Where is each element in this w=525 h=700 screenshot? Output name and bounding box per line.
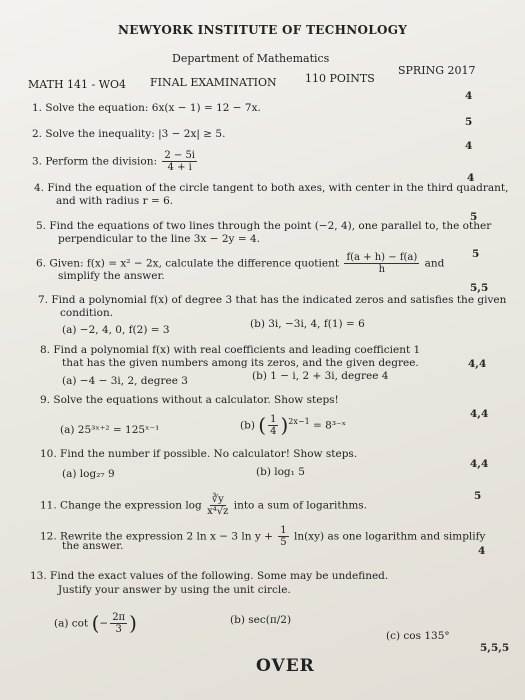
question-11 xyxy=(40,494,367,517)
question-1 xyxy=(32,102,261,115)
question-8 xyxy=(40,344,420,357)
question-7-part-a: (a) −2, 4, 0, f(2) = 3 xyxy=(62,324,170,336)
question-13-text-2: Justify your answer by using the unit circle. xyxy=(58,584,291,596)
question-13-part-a-fraction xyxy=(110,612,127,635)
question-12-numerator: 1 xyxy=(280,525,287,536)
question-13-part-b: (b) sec(π/2) xyxy=(230,614,292,626)
question-3-fraction xyxy=(162,150,197,173)
question-10-number: 10. xyxy=(40,448,57,460)
question-7 xyxy=(38,294,506,307)
question-5-number: 5. xyxy=(36,220,47,232)
question-8-part-a: (a) −4 − 3i, 2, degree 3 xyxy=(62,375,188,387)
question-10-part-b: (b) log₁ 5 xyxy=(256,466,305,478)
total-points: 110 POINTS xyxy=(305,72,375,85)
question-9-part-b-exponent: 2x−1 xyxy=(288,417,310,426)
question-6-fraction xyxy=(344,252,419,275)
question-9-part-b-denominator: 4 xyxy=(270,426,277,437)
question-6-text-after: and xyxy=(424,257,445,270)
question-4-number: 4. xyxy=(34,182,45,194)
question-4-text: Find the equation of the circle tangent to both axes, with center in the third quadrant, xyxy=(47,182,509,194)
question-7-text: Find a polynomial f(x) of degree 3 that has the indicated zeros and satisfies the given xyxy=(51,294,507,306)
question-2-number: 2. xyxy=(32,128,43,140)
question-13-part-c: (c) cos 135° xyxy=(386,630,450,642)
question-11-fraction xyxy=(207,494,228,517)
question-7-number: 7. xyxy=(38,294,49,306)
question-12-fraction xyxy=(278,525,288,548)
question-13-points: 5,5,5 xyxy=(480,642,510,654)
question-12-points: 4 xyxy=(478,545,486,557)
question-12-text-pre: Rewrite the expression 2 ln x − 3 ln y + xyxy=(60,530,273,543)
question-2-points: 5 xyxy=(465,116,473,128)
question-11-points: 5 xyxy=(474,490,482,502)
question-10 xyxy=(40,448,357,461)
question-3-points: 4 xyxy=(465,140,473,152)
question-8-number: 8. xyxy=(40,344,51,356)
question-5-text-2: perpendicular to the line 3x − 2y = 4. xyxy=(58,233,260,245)
question-9-part-b-label: (b) xyxy=(240,419,255,432)
question-12-text-2: the answer. xyxy=(62,540,124,552)
question-3-text: Perform the division: xyxy=(45,155,157,168)
question-9-text: Solve the equations without a calculator. Show steps! xyxy=(53,394,339,406)
question-13-number: 13. xyxy=(30,570,47,582)
question-6-number: 6. xyxy=(36,257,47,270)
question-8-text: Find a polynomial f(x) with real coefficients and leading coefficient 1 xyxy=(53,344,421,356)
question-9 xyxy=(40,394,339,407)
question-10-part-a: (a) log₂₇ 9 xyxy=(62,468,115,480)
question-1-points: 4 xyxy=(465,90,473,102)
over-footer: OVER xyxy=(256,656,315,676)
question-7-part-b: (b) 3i, −3i, 4, f(1) = 6 xyxy=(250,318,365,330)
course-code: MATH 141 - WO4 xyxy=(28,78,127,91)
question-8-text-2: that has the given numbers among its zeros, and the given degree. xyxy=(62,357,419,369)
question-13 xyxy=(30,570,388,583)
question-9-part-a: (a) 25³ˣ⁺² = 125ˣ⁻¹ xyxy=(60,424,160,436)
institute-title: NEWYORK INSTITUTE OF TECHNOLOGY xyxy=(118,23,408,37)
question-6-points: 5 xyxy=(472,248,480,260)
question-9-number: 9. xyxy=(40,394,51,406)
question-13-text: Find the exact values of the following. Some may be undefined. xyxy=(50,570,389,582)
question-11-numerator: ∛y xyxy=(211,494,224,505)
question-10-points: 4,4 xyxy=(470,458,489,470)
question-3-numerator: 2 − 5i xyxy=(164,150,196,161)
question-11-text: into a sum of logarithms. xyxy=(233,499,368,512)
exam-term: SPRING 2017 xyxy=(398,64,476,77)
question-8-points: 4,4 xyxy=(468,358,487,370)
question-5-points: 5 xyxy=(470,211,478,223)
exam-title: FINAL EXAMINATION xyxy=(150,76,277,89)
question-6-text-2: simplify the answer. xyxy=(58,270,165,282)
question-5 xyxy=(36,220,491,233)
question-8-part-b: (b) 1 − i, 2 + 3i, degree 4 xyxy=(252,370,389,382)
question-1-text: Solve the equation: 6x(x − 1) = 12 − 7x. xyxy=(45,102,261,114)
question-13-part-a-numerator: 2π xyxy=(112,612,126,623)
question-7-text-2: condition. xyxy=(60,307,114,319)
question-9-part-b-fraction xyxy=(268,414,278,437)
question-4 xyxy=(34,182,508,195)
question-11-number: 11. xyxy=(40,499,57,512)
question-4-points: 4 xyxy=(467,172,475,184)
question-12-number: 12. xyxy=(40,530,57,543)
question-6-text: Given: f(x) = x² − 2x, calculate the difference quotient xyxy=(49,257,340,270)
question-9-part-b: (b) ( $\frac{1}{4}$ )$^{2x-1}$ = 8³⁻ˣ xyxy=(240,413,347,437)
question-3-denominator: 4 + i xyxy=(167,162,192,173)
question-13-part-a: (a) cot (− $\frac{2\pi}{3}$ ) xyxy=(54,611,137,635)
question-9-part-b-rhs: = 8³⁻ˣ xyxy=(313,419,347,432)
question-3-number: 3. xyxy=(32,155,43,168)
question-11-denominator: x⁴√z xyxy=(207,506,229,517)
question-2 xyxy=(32,128,225,141)
question-3 xyxy=(32,150,199,173)
question-9-points: 4,4 xyxy=(470,408,489,420)
question-12-denominator: 5 xyxy=(280,537,287,548)
question-7-points: 5,5 xyxy=(470,282,489,294)
question-13-part-a-label: (a) cot xyxy=(54,617,89,630)
question-11-text-pre: Change the expression log xyxy=(60,499,202,512)
question-1-number: 1. xyxy=(32,102,43,114)
question-2-text: Solve the inequality: |3 − 2x| ≥ 5. xyxy=(45,128,226,140)
question-12-text: ln(xy) as one logarithm and simplify xyxy=(293,530,486,543)
question-10-text: Find the number if possible. No calculator! Show steps. xyxy=(60,448,358,460)
question-6-denominator: h xyxy=(378,264,386,275)
question-5-text: Find the equations of two lines through the point (−2, 4), one parallel to, the other xyxy=(49,220,492,232)
question-13-part-a-denominator: 3 xyxy=(115,624,122,635)
question-6-numerator: f(a + h) − f(a) xyxy=(346,252,418,263)
department-title: Department of Mathematics xyxy=(172,52,330,65)
question-9-part-b-numerator: 1 xyxy=(270,414,277,425)
question-4-text-2: and with radius r = 6. xyxy=(56,195,174,207)
